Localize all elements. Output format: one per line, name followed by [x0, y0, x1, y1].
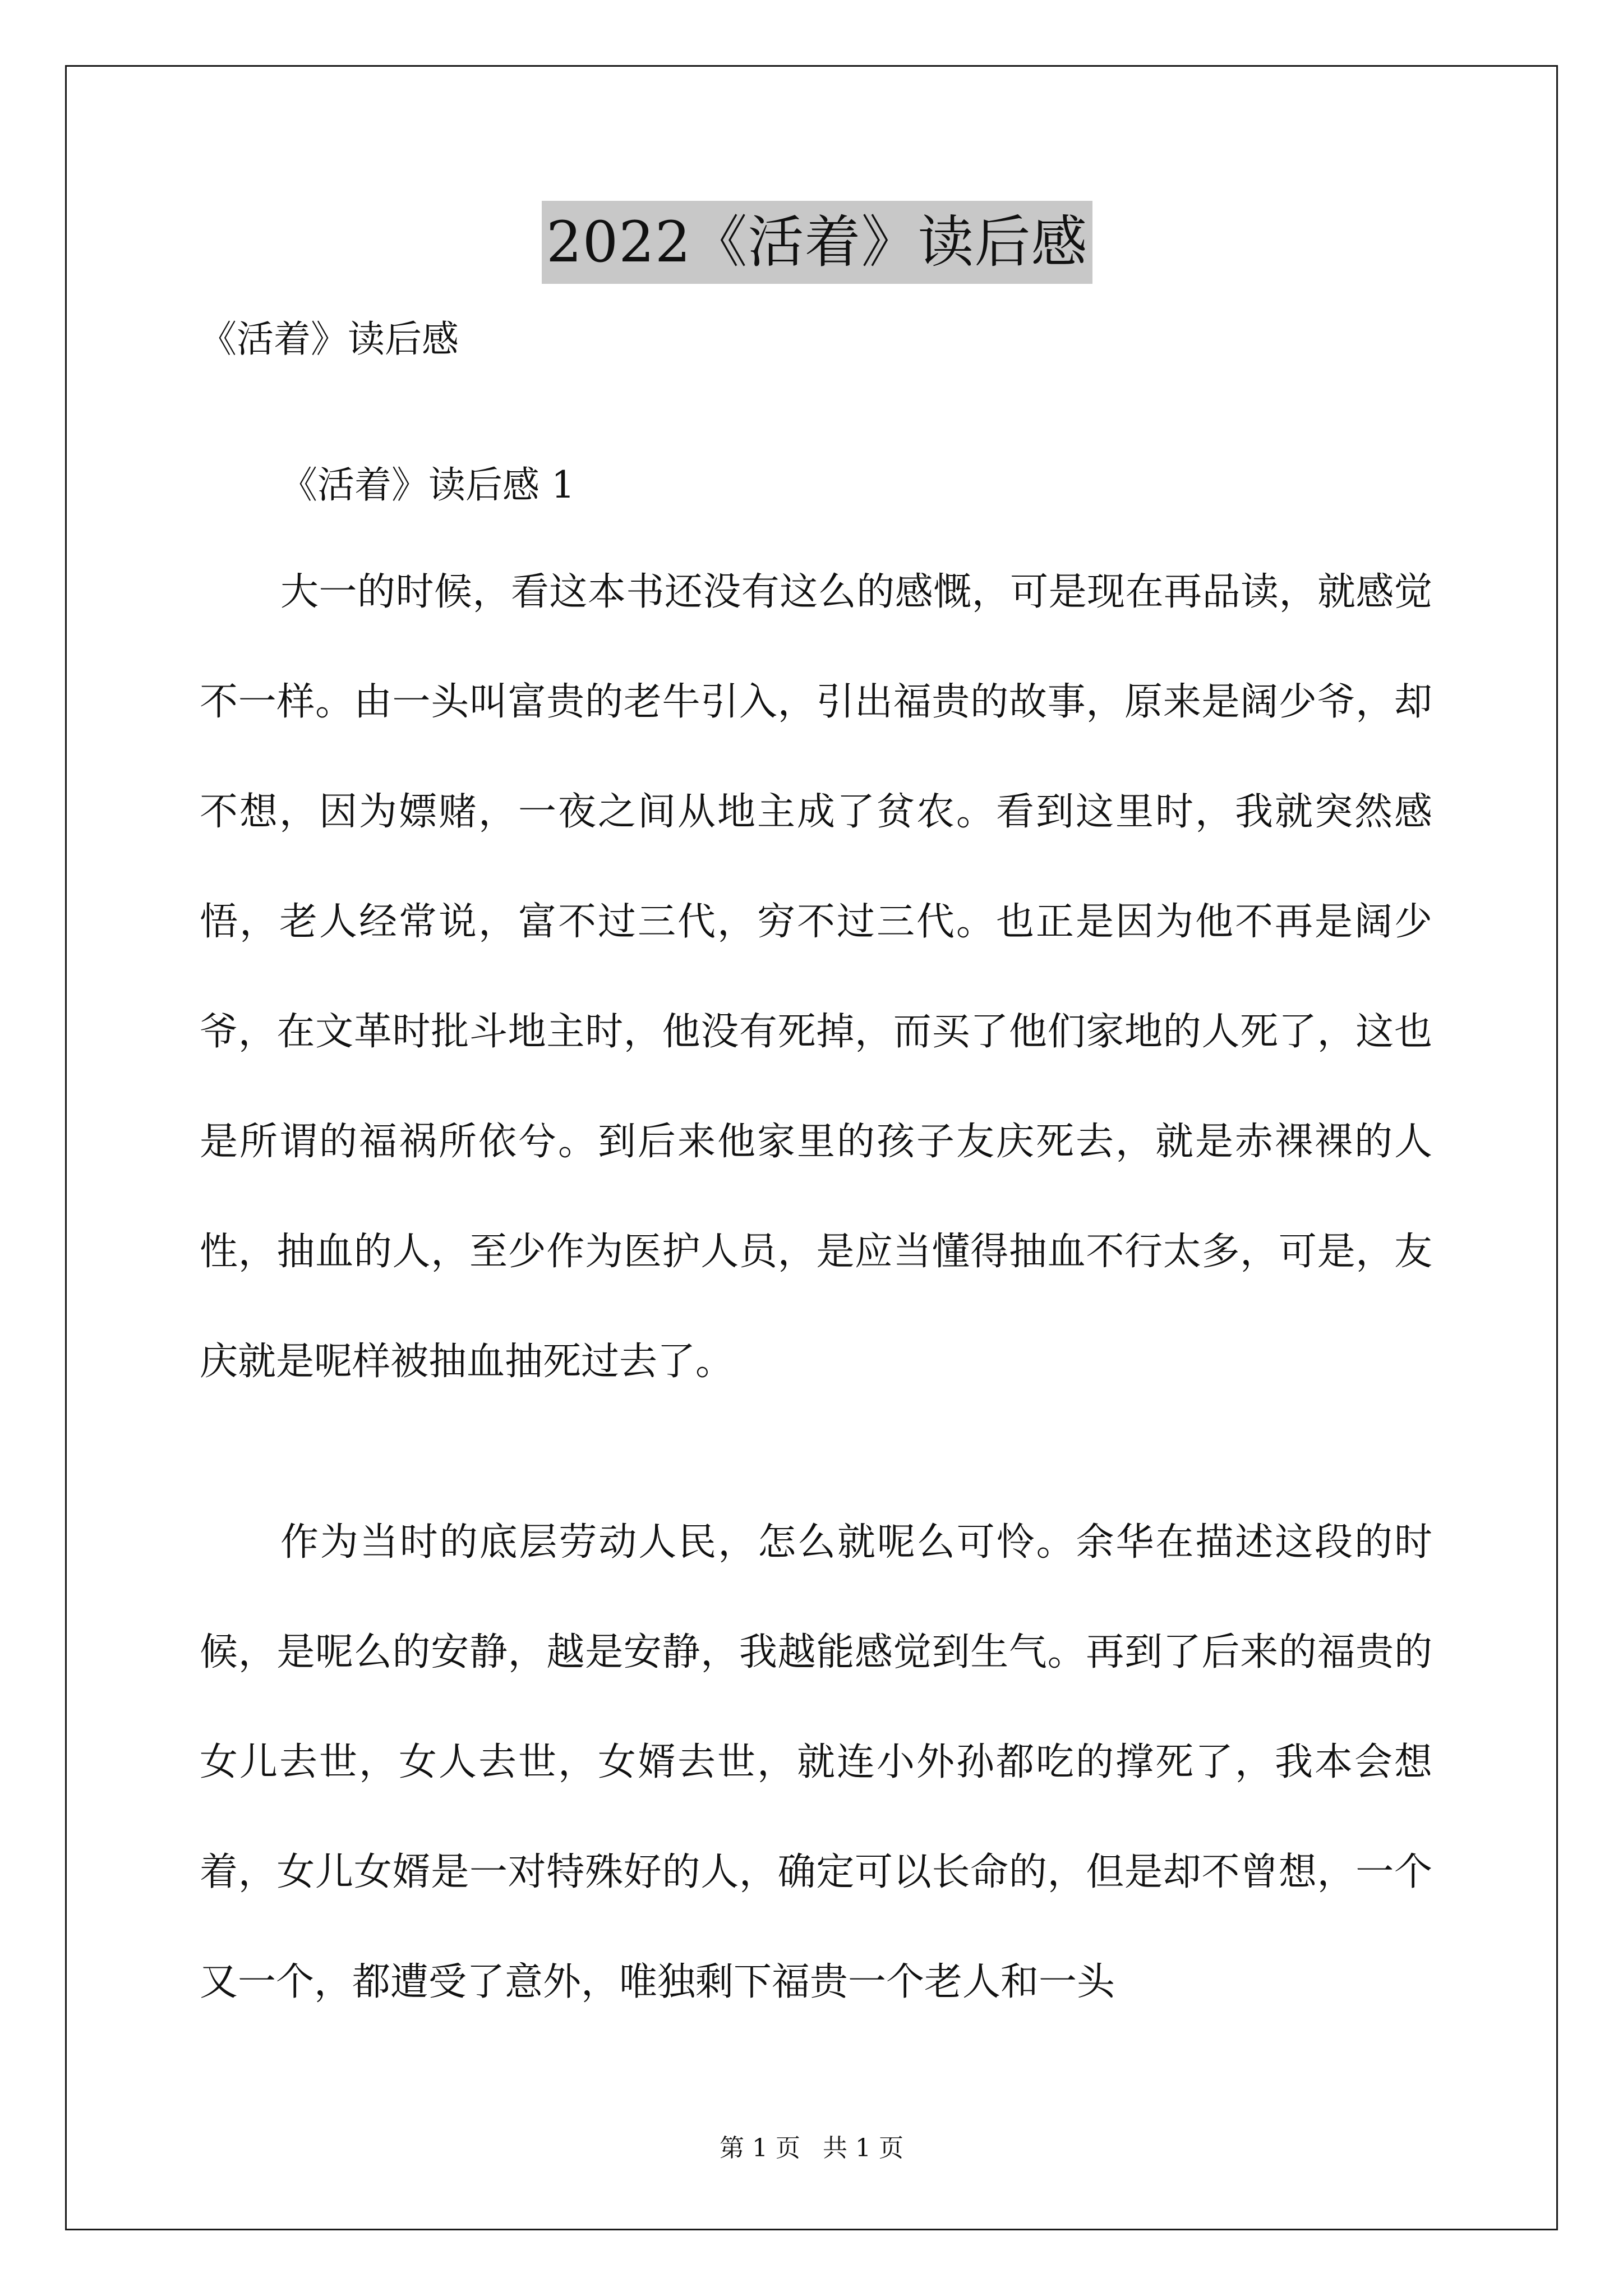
document-subtitle: 《活着》读后感 [200, 318, 459, 361]
section-heading: 《活着》读后感 1 [280, 463, 575, 507]
page-footer [0, 2132, 1623, 2165]
page-total: 共 1 页 [823, 2134, 903, 2162]
page-number: 第 1 页 [720, 2134, 800, 2162]
body-paragraph-1: 大一的时候，看这本书还没有这么的感慨，可是现在再品读，就感觉不一样。由一头叫富贵的老牛引入，引出福贵的故事，原来是阔少爷，却不想，因为嫖赌，一夜之间从地主成了贫农。看到这里时，我就突然感悟，老人经常说，富不过三代，穷不过三代。也正是因为他不再是阔少爷，在文革时批斗地主时，他没有死掉，而买了他们家地的人死了，这也是所谓的福祸所依兮。到后来他家里的孩子友庆死去，就是赤裸裸的人性，抽血的人，至少作为医护人员，是应当懂得抽血不行太多，可是，友庆就是呢样被抽血抽死过去了。 [200, 570, 1432, 1384]
body-paragraph-2: 作为当时的底层劳动人民，怎么就呢么可怜。余华在描述这段的时候，是呢么的安静，越是安静，我越能感觉到生气。再到了后来的福贵的女儿去世，女人去世，女婿去世，就连小外孙都吃的撑死了，我本会想着，女儿女婿是一对特殊好的人，确定可以长命的，但是却不曾想，一个又一个，都遭受了意外，唯独剩下福贵一个老人和一头 [200, 1520, 1432, 2004]
document-title: 2022《活着》读后感 [542, 201, 1092, 284]
